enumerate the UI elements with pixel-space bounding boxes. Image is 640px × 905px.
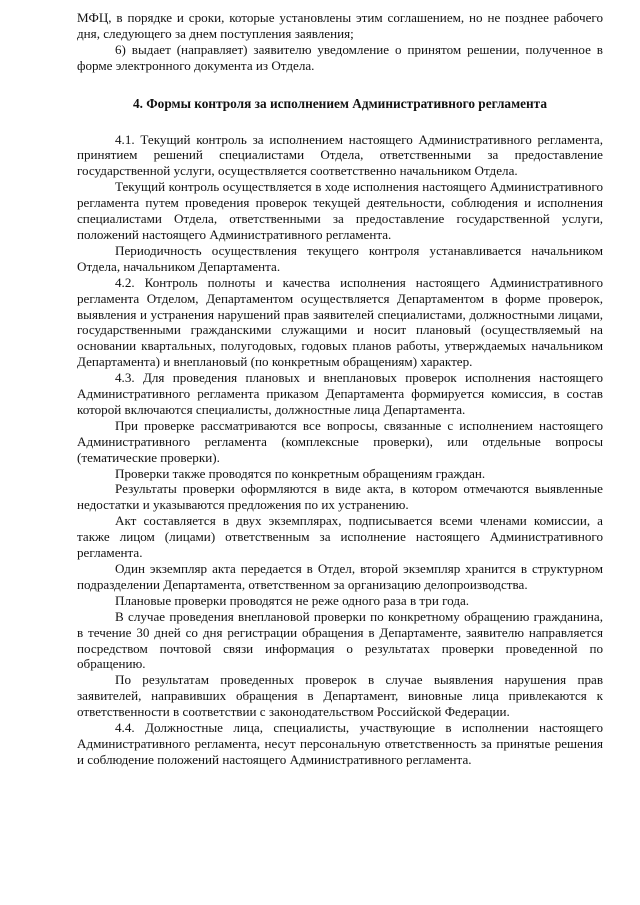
paragraph: В случае проведения внеплановой проверки по конкретному обращению гражданина, в течение 30 дней со дня регистрации обращения в Департаменте, заявителю направляется посредством почтовой связи информация о результатах проверки проведенной по обращению. (77, 608, 603, 672)
section-heading: 4. Формы контроля за исполнением Административного регламента (132, 95, 548, 111)
paragraph: По результатам проведенных проверок в случае выявления нарушения прав заявителей, направивших обращения в Департамент, виновные лица привлекаются к ответственности в соответствии с законодательством Российской Федерации. (77, 672, 603, 720)
intro-item-6: 6) выдает (направляет) заявителю уведомление о принятом решении, полученное в форме электронного документа из Отдела. (77, 41, 603, 73)
paragraph: Акт составляется в двух экземплярах, подписывается всеми членами комиссии, а также лицом (лицами) ответственным за исполнение настоящего Административного регламента. (77, 513, 603, 561)
paragraph: Результаты проверки оформляются в виде акта, в котором отмечаются выявленные недостатки и указываются предложения по их устранению. (77, 481, 603, 513)
paragraph-4-4: 4.4. Должностные лица, специалисты, участвующие в исполнении настоящего Административного регламента, несут персональную ответственность за принятые решения и соблюдение положений настоящего Административного регламента. (77, 720, 603, 767)
paragraph: Периодичность осуществления текущего контроля устанавливается начальником Отдела, начальником Департамента. (77, 242, 603, 274)
paragraph: Текущий контроль осуществляется в ходе исполнения настоящего Административного регламента путем проведения проверок текущей деятельности, соблюдения и исполнения специалистами Отдела, ответственными за предоставление государственной услуги, положений настоящего Административного регламента. (77, 179, 603, 242)
paragraph-4-2: 4.2. Контроль полноты и качества исполнения настоящего Административного регламента Отделом, Департаментом осуществляется Департаментом в форме проверок, выявления и устранения нарушений прав заявителей специалистами, должностными лицами, государственными гражданскими служащими и носит плановый (осуществляемый на основании квартальных, полугодовых, годовых планов работы, утверждаемых начальником Департамента) и внеплановый (по конкретным обращениям) характер. (77, 274, 603, 370)
intro-continuation: МФЦ, в порядке и сроки, которые установлены этим соглашением, но не позднее рабочего дня, следующего за днем поступления заявления; (77, 10, 603, 41)
paragraph: Проверки также проводятся по конкретным обращениям граждан. (115, 465, 486, 481)
paragraph-4-3: 4.3. Для проведения плановых и внеплановых проверок исполнения настоящего Административного регламента приказом Департамента формируется комиссия, в состав которой включаются специалисты, должностные лица Департамента. (77, 370, 603, 417)
paragraph-4-1: 4.1. Текущий контроль за исполнением настоящего Административного регламента, принятием решений специалистами Отдела, ответственными за предоставление государственной услуги, осуществляется соответственно начальником Отдела. (77, 131, 603, 179)
paragraph: При проверке рассматриваются все вопросы, связанные с исполнением настоящего Административного регламента (комплексные проверки), или отдельные вопросы (тематические проверки). (77, 417, 603, 465)
paragraph: Плановые проверки проводятся не реже одного раза в три года. (115, 592, 470, 608)
paragraph: Один экземпляр акта передается в Отдел, второй экземпляр хранится в структурном подразделении Департамента, ответственном за организацию делопроизводства. (77, 561, 603, 592)
